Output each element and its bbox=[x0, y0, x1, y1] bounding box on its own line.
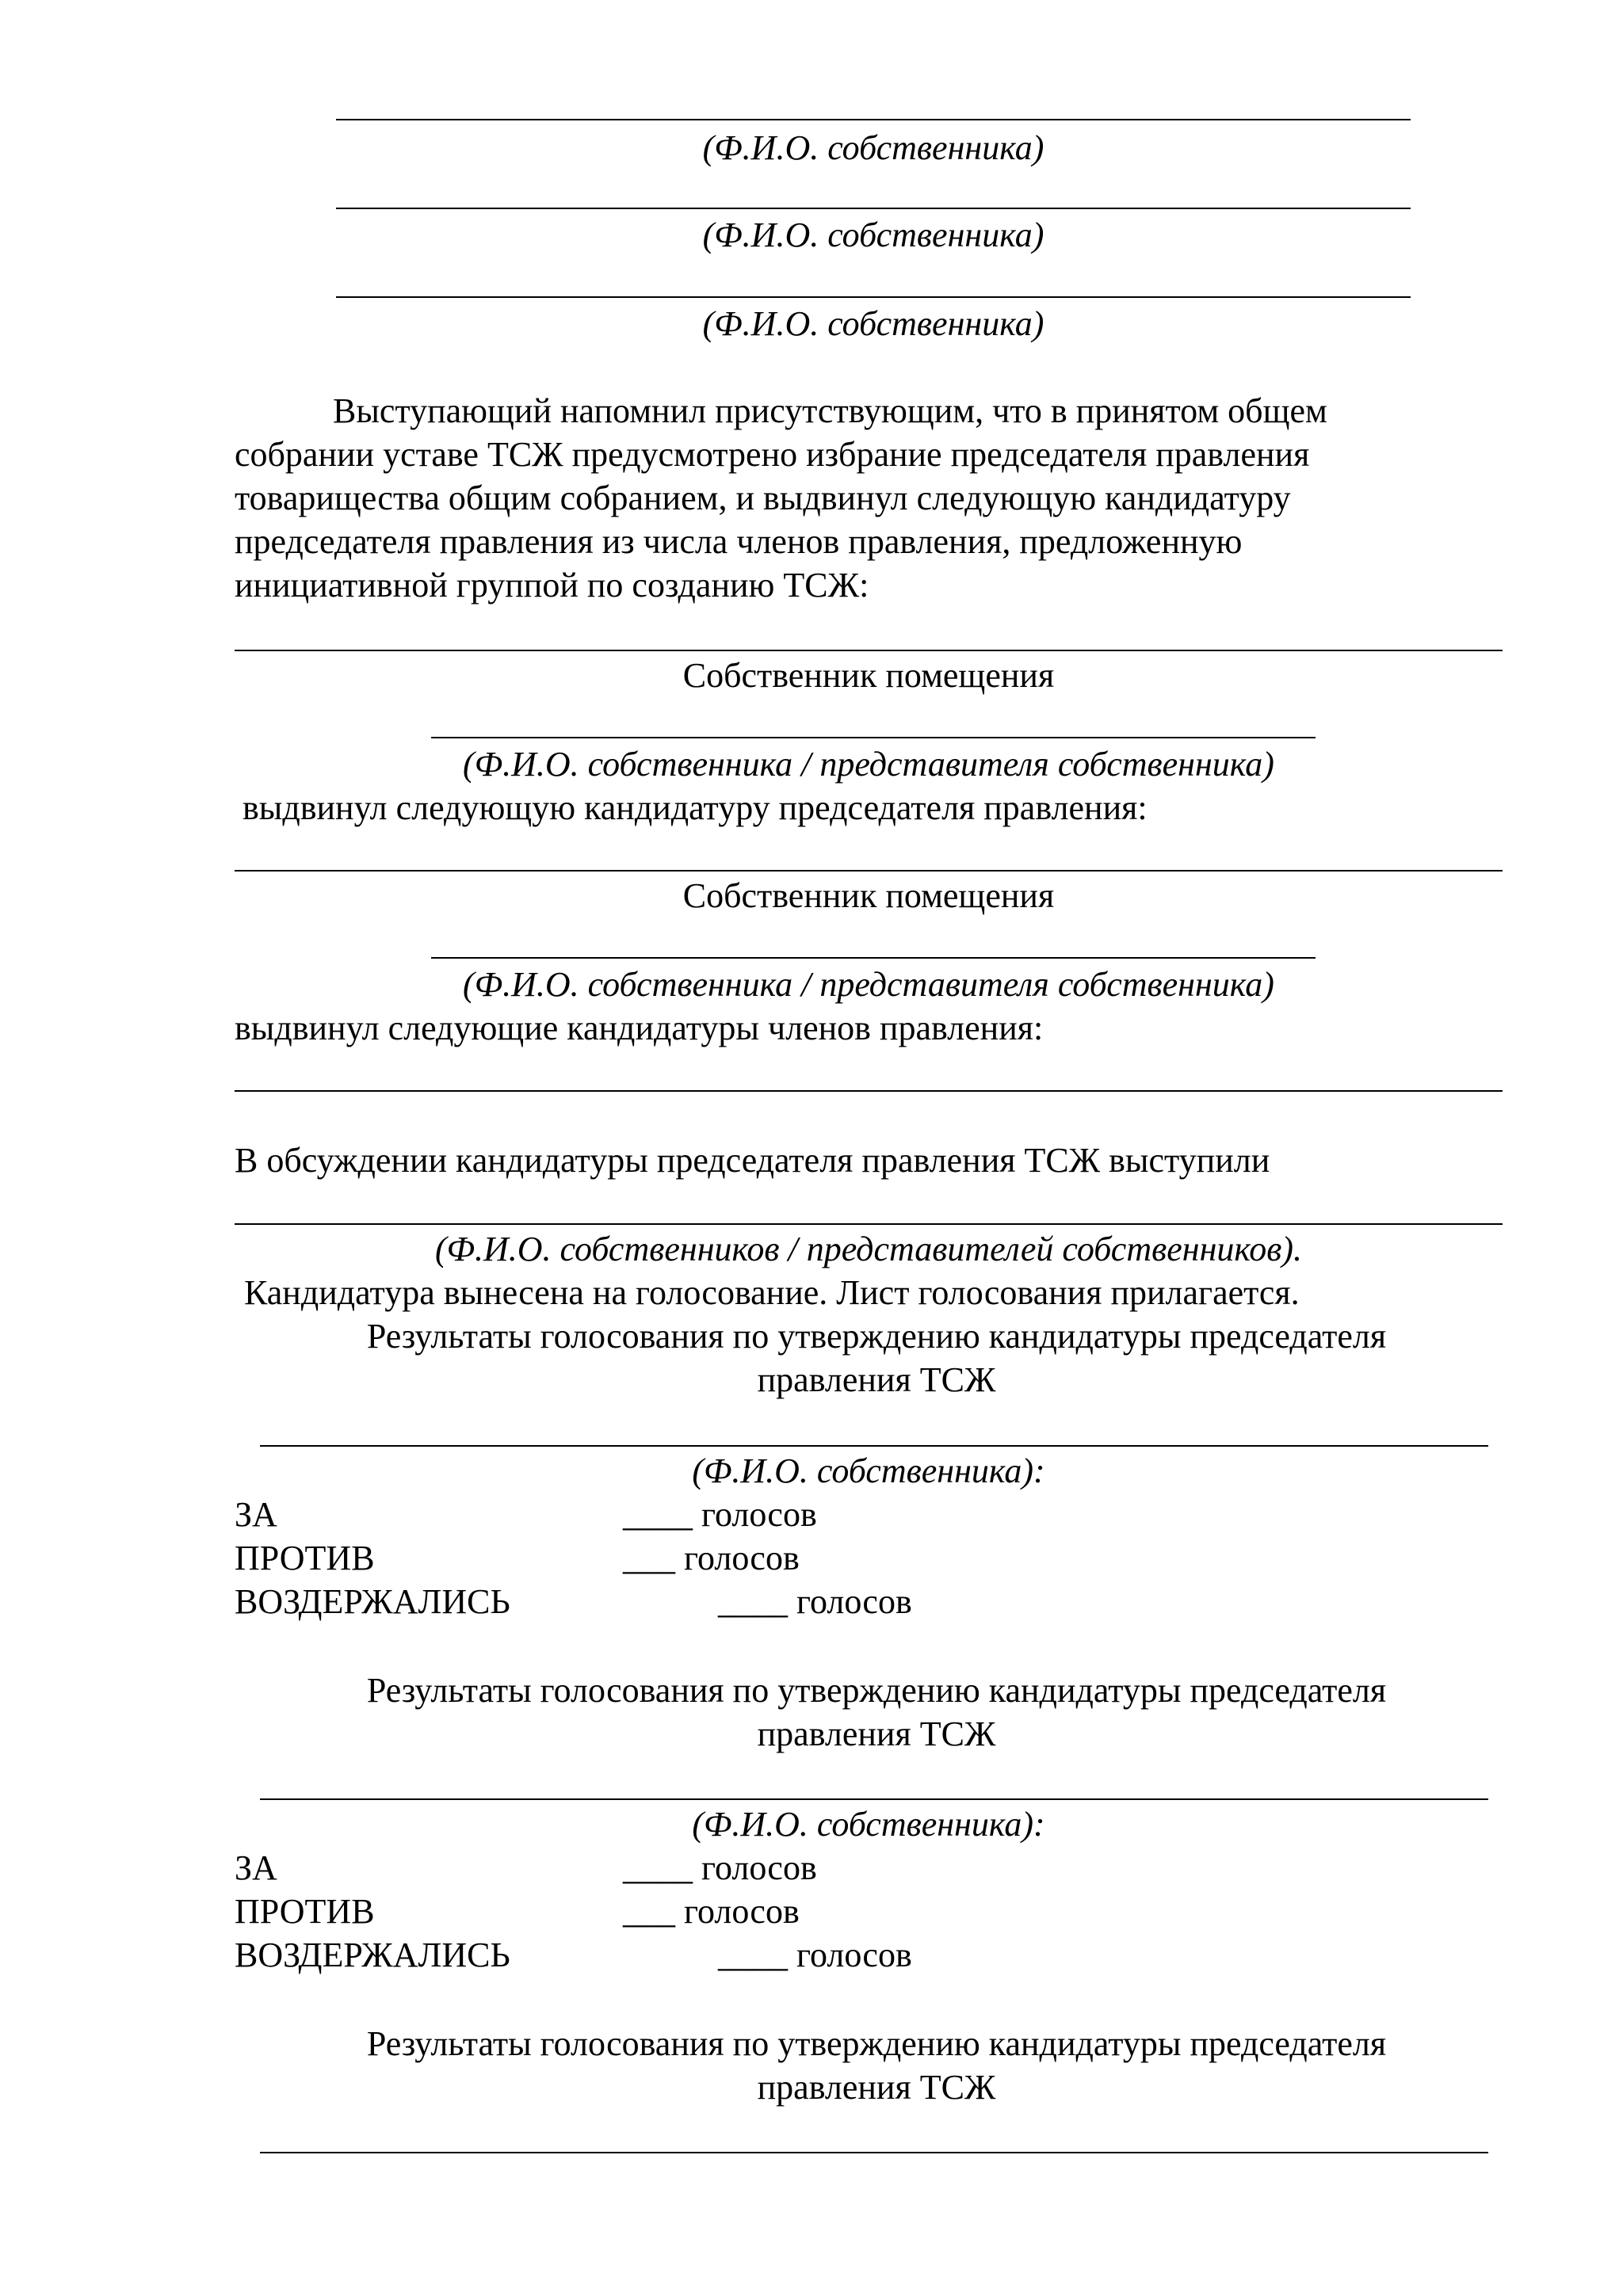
owner-label: Собственник помещения bbox=[682, 656, 1055, 695]
results-title: Результаты голосования по утверждению кандидатуры председателя bbox=[366, 1317, 1387, 1356]
vote-abstain-label: ВОЗДЕРЖАЛИСЬ bbox=[235, 1582, 510, 1621]
paragraph-line: Выступающий напомнил присутствующим, что в принятом общем bbox=[333, 391, 1327, 430]
vote-against-label: ПРОТИВ bbox=[235, 1539, 375, 1577]
owner-caption: (Ф.И.О. собственника) bbox=[702, 215, 1044, 254]
discussion-text: В обсуждении кандидатуры председателя правления ТСЖ выступили bbox=[235, 1141, 1270, 1180]
vote-abstain-value: ____ голосов bbox=[718, 1582, 912, 1621]
owner-fill-line bbox=[336, 296, 1411, 298]
vote-abstain-label: ВОЗДЕРЖАЛИСЬ bbox=[235, 1936, 510, 1974]
owner-label: Собственник помещения bbox=[682, 876, 1055, 915]
representative-fill-line bbox=[431, 957, 1316, 959]
vote-against-value: ___ голосов bbox=[623, 1892, 800, 1931]
owner-caption: (Ф.И.О. собственника) bbox=[702, 128, 1044, 167]
owner-fill-line bbox=[336, 119, 1411, 120]
vote-for-label: ЗА bbox=[235, 1495, 277, 1534]
vote-for-label: ЗА bbox=[235, 1848, 277, 1887]
owner-caption: (Ф.И.О. собственника) bbox=[702, 304, 1044, 343]
results-title: правления ТСЖ bbox=[757, 1714, 996, 1753]
candidate-fill-line bbox=[235, 870, 1503, 871]
representative-caption: (Ф.И.О. собственника / представителя собственника) bbox=[463, 745, 1274, 784]
representative-fill-line bbox=[431, 737, 1316, 738]
candidate-caption: (Ф.И.О. собственника): bbox=[692, 1451, 1045, 1490]
vote-for-value: ____ голосов bbox=[623, 1495, 817, 1534]
vote-note: Кандидатура вынесена на голосование. Лист голосования прилагается. bbox=[244, 1273, 1300, 1312]
results-title: Результаты голосования по утверждению кандидатуры председателя bbox=[366, 1671, 1387, 1710]
owner-fill-line bbox=[336, 208, 1411, 209]
representative-caption: (Ф.И.О. собственника / представителя собственника) bbox=[463, 965, 1274, 1004]
vote-abstain-value: ____ голосов bbox=[718, 1936, 912, 1974]
results-title: правления ТСЖ bbox=[757, 2068, 996, 2107]
nomination-text: выдвинул следующую кандидатуру председателя правления: bbox=[242, 788, 1148, 827]
candidate-fill-line bbox=[260, 1445, 1488, 1447]
candidate-fill-line bbox=[235, 650, 1503, 651]
paragraph-line: собрании уставе ТСЖ предусмотрено избрание председателя правления bbox=[235, 435, 1310, 474]
vote-against-label: ПРОТИВ bbox=[235, 1892, 375, 1931]
paragraph-line: инициативной группой по созданию ТСЖ: bbox=[235, 566, 869, 605]
candidate-fill-line bbox=[260, 1798, 1488, 1800]
candidate-caption: (Ф.И.О. собственника): bbox=[692, 1805, 1045, 1844]
results-title: правления ТСЖ bbox=[757, 1360, 996, 1399]
results-title: Результаты голосования по утверждению кандидатуры председателя bbox=[366, 2024, 1387, 2063]
candidate-fill-line bbox=[235, 1090, 1503, 1092]
candidate-fill-line bbox=[260, 2152, 1488, 2153]
nomination-text: выдвинул следующие кандидатуры членов правления: bbox=[235, 1009, 1044, 1047]
paragraph-line: председателя правления из числа членов правления, предложенную bbox=[235, 522, 1243, 561]
vote-for-value: ____ голосов bbox=[623, 1848, 817, 1887]
speakers-fill-line bbox=[235, 1223, 1503, 1225]
vote-against-value: ___ голосов bbox=[623, 1539, 800, 1577]
paragraph-line: товарищества общим собранием, и выдвинул следующую кандидатуру bbox=[235, 479, 1291, 517]
speakers-caption: (Ф.И.О. собственников / представителей собственников). bbox=[434, 1230, 1303, 1268]
